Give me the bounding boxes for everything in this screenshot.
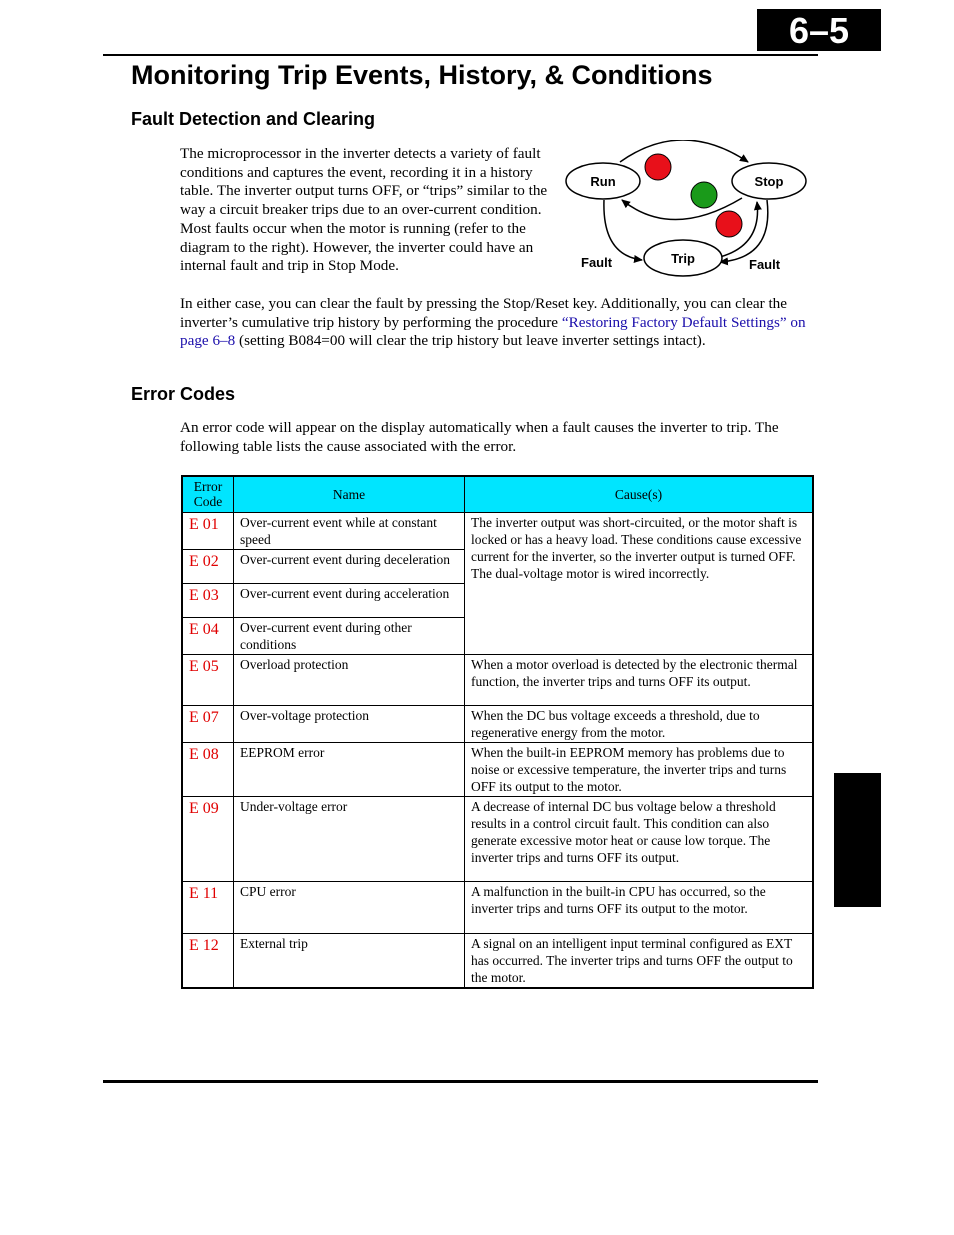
error-name: CPU error bbox=[234, 881, 465, 933]
footer-rule bbox=[103, 1080, 818, 1083]
section-heading-fault-detection: Fault Detection and Clearing bbox=[131, 109, 376, 129]
error-cause: When a motor overload is detected by the electronic thermal function, the inverter trips and turns OFF its output. bbox=[465, 654, 814, 705]
error-code: E 01 bbox=[182, 512, 234, 549]
header-rule bbox=[103, 54, 818, 56]
table-row bbox=[182, 933, 813, 988]
section-heading-error-codes: Error Codes bbox=[131, 384, 236, 404]
stop-label: Stop bbox=[754, 174, 784, 189]
header-causes: Cause(s) bbox=[465, 476, 814, 512]
table-row bbox=[182, 796, 813, 881]
error-code: E 03 bbox=[182, 583, 234, 617]
error-cause: A decrease of internal DC bus voltage below a threshold results in a control circuit fault. This condition can also generate excessive motor heat or cause low torque. The inverter trips and turns OFF its output. bbox=[465, 796, 814, 881]
error-code: E 12 bbox=[182, 933, 234, 988]
arrow-run-to-stop bbox=[620, 140, 748, 162]
error-code: E 05 bbox=[182, 654, 234, 705]
table-row bbox=[182, 512, 813, 549]
clear-fault-text-end: (setting B084=00 will clear the trip history but leave inverter settings intact). bbox=[235, 332, 706, 350]
clear-fault-paragraph bbox=[180, 295, 816, 351]
table-row bbox=[182, 705, 813, 742]
table-header-row bbox=[182, 476, 813, 512]
error-code: E 02 bbox=[182, 549, 234, 583]
error-cause: When the DC bus voltage exceeds a threshold, due to regenerative energy from the motor. bbox=[465, 705, 814, 742]
error-cause: When the built-in EEPROM memory has problems due to noise or excessive temperature, the inverter trips and turns OFF its output to the motor. bbox=[465, 742, 814, 796]
error-name: Over-current event during acceleration bbox=[234, 583, 465, 617]
green-indicator-light bbox=[691, 182, 717, 208]
fault-detection-paragraph: The microprocessor in the inverter detects a variety of fault conditions and captures the event, recording it in a history table. The inverter output turns OFF, or “trips” similar to the way a circuit breaker trips due to an over-current condition. Most faults occur when the motor is running (refer to the diagram to the right). However, the inverter could have an internal fault and trip in Stop Mode. bbox=[180, 145, 548, 275]
fault-label-left: Fault bbox=[581, 255, 613, 270]
table-row bbox=[182, 881, 813, 933]
error-code: E 04 bbox=[182, 617, 234, 654]
page-title: Monitoring Trip Events, History, & Conditions bbox=[131, 60, 713, 90]
error-code: E 11 bbox=[182, 881, 234, 933]
error-code: E 07 bbox=[182, 705, 234, 742]
error-cause-overcurrent: The inverter output was short-circuited, or the motor shaft is locked or has a heavy load. These conditions cause excessive current for the inverter, so the inverter output is turned OFF. The dual-voltage motor is wired incorrectly. bbox=[465, 512, 814, 654]
error-code: E 09 bbox=[182, 796, 234, 881]
red-indicator-light-top bbox=[645, 154, 671, 180]
restoring-defaults-link[interactable]: “Restoring Factory Default Settings” on page 6–8 bbox=[180, 313, 806, 350]
error-codes-table bbox=[181, 475, 814, 989]
error-name: Over-current event during other conditions bbox=[234, 617, 465, 654]
header-name: Name bbox=[234, 476, 465, 512]
table-row bbox=[182, 742, 813, 796]
header-error-code-line1: Error bbox=[193, 479, 223, 495]
error-name: Over-voltage protection bbox=[234, 705, 465, 742]
run-label: Run bbox=[590, 174, 616, 189]
clear-fault-text: In either case, you can clear the fault by pressing the Stop/Reset key. Additionally, you can clear the inverter’s cumulative trip history by performing the procedure bbox=[180, 295, 788, 331]
error-cause: A malfunction in the built-in CPU has occurred, so the inverter trips and turns OFF its output to the motor. bbox=[465, 881, 814, 933]
red-indicator-light-bottom bbox=[716, 211, 742, 237]
error-name: Over-current event during deceleration bbox=[234, 549, 465, 583]
error-name: Overload protection bbox=[234, 654, 465, 705]
error-code: E 08 bbox=[182, 742, 234, 796]
error-name: External trip bbox=[234, 933, 465, 988]
error-name: EEPROM error bbox=[234, 742, 465, 796]
error-name: Under-voltage error bbox=[234, 796, 465, 881]
trip-label: Trip bbox=[671, 251, 695, 266]
fault-label-right: Fault bbox=[749, 257, 781, 272]
run-stop-trip-diagram bbox=[562, 140, 812, 280]
error-codes-paragraph: An error code will appear on the display automatically when a fault causes the inverter to trip. The following table lists the cause associated with the error. bbox=[180, 419, 779, 455]
header-error-code bbox=[182, 476, 234, 512]
page-number: 6–5 bbox=[757, 9, 881, 51]
header-error-code-line2: Code bbox=[193, 494, 223, 510]
table-row bbox=[182, 654, 813, 705]
chapter-side-tab bbox=[834, 773, 881, 907]
error-name: Over-current event while at constant speed bbox=[234, 512, 465, 549]
error-cause: A signal on an intelligent input terminal configured as EXT has occurred. The inverter trips and turns OFF the output to the motor. bbox=[465, 933, 814, 988]
